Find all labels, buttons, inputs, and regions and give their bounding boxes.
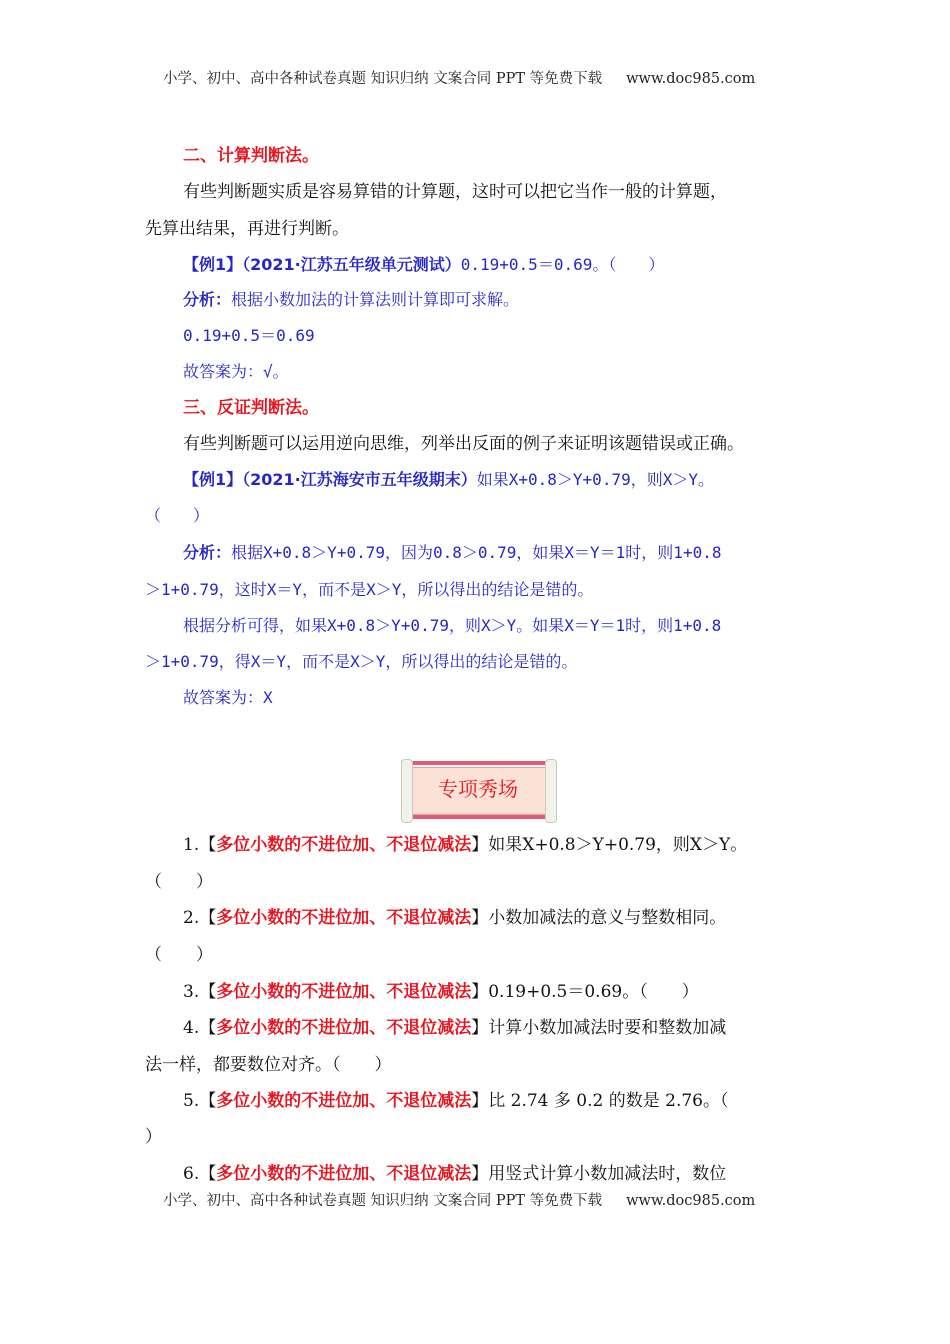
page-header — [163, 68, 755, 90]
header-text: 小学、初中、高中各种试卷真题 知识归纳 文案合同 PPT 等免费下载 — [163, 71, 603, 87]
exercise-item — [183, 907, 726, 929]
item-tag: 【多位小数的不进位加、不退位减法】 — [199, 1164, 489, 1184]
analysis-cont: ＞1+0.79，得X＝Y，而不是X＞Y，所以得出的结论是错的。 — [145, 652, 578, 671]
section-title: 三、反证判断法。 — [183, 398, 319, 418]
example-text: 如果X+0.8＞Y+0.79，则X＞Y。 — [476, 470, 714, 489]
item-tag: 【多位小数的不进位加、不退位减法】 — [199, 1091, 489, 1111]
exercise-item — [183, 1163, 726, 1185]
answer-paren: （ ） — [145, 506, 210, 525]
exercise-item — [183, 1090, 729, 1112]
item-tag: 【多位小数的不进位加、不退位减法】 — [199, 835, 489, 855]
example-text: 0.19+0.5＝0.69。（ ） — [460, 255, 665, 274]
paragraph: 先算出结果，再进行判断。 — [145, 219, 349, 239]
page-footer — [163, 1190, 755, 1212]
section-title: 二、计算判断法。 — [183, 146, 319, 166]
tag-text: 多位小数的不进位加、不退位减法 — [216, 835, 472, 855]
item-cont: 法一样，都要数位对齐。（ ） — [145, 1055, 392, 1075]
item-cont: ） — [145, 1127, 162, 1147]
paragraph: 有些判断题实质是容易算错的计算题，这时可以把它当作一般的计算题， — [183, 182, 727, 202]
item-number: 5. — [183, 1091, 200, 1111]
banner-title: 专项秀场 — [438, 777, 518, 801]
item-text: 0.19+0.5＝0.69。（ ） — [488, 982, 699, 1002]
footer-url: www.doc985.com — [626, 1193, 756, 1209]
example — [183, 254, 664, 276]
answer: 故答案为：√。 — [183, 362, 289, 381]
header-url: www.doc985.com — [626, 71, 756, 87]
analysis-text: 根据小数加法的计算法则计算即可求解。 — [231, 290, 520, 309]
analysis-text: 根据X+0.8＞Y+0.79，因为0.8＞0.79，如果X＝Y＝1时，则1+0.8 — [231, 543, 722, 562]
paragraph: 有些判断题可以运用逆向思维，列举出反面的例子来证明该题错误或正确。 — [183, 434, 744, 454]
item-number: 2. — [183, 908, 200, 928]
tag-text: 多位小数的不进位加、不退位减法 — [216, 982, 472, 1002]
item-text: 小数加减法的意义与整数相同。 — [488, 908, 727, 928]
item-text: 如果X+0.8＞Y+0.79，则X＞Y。 — [488, 835, 748, 855]
item-cont: （ ） — [145, 945, 213, 965]
item-cont: （ ） — [145, 872, 213, 892]
tag-text: 多位小数的不进位加、不退位减法 — [216, 1018, 472, 1038]
exercise-item — [183, 981, 699, 1003]
item-text: 比 2.74 多 0.2 的数是 2.76。（ — [488, 1091, 729, 1111]
analysis-cont: ＞1+0.79，这时X＝Y，而不是X＞Y，所以得出的结论是错的。 — [145, 580, 594, 599]
item-number: 4. — [183, 1018, 200, 1038]
example — [183, 469, 714, 491]
item-number: 1. — [183, 835, 200, 855]
exercise-item — [183, 1017, 726, 1039]
analysis-label: 分析： — [183, 290, 232, 309]
footer-text: 小学、初中、高中各种试卷真题 知识归纳 文案合同 PPT 等免费下载 — [163, 1193, 603, 1209]
exercise-item — [183, 834, 747, 856]
item-tag: 【多位小数的不进位加、不退位减法】 — [199, 982, 489, 1002]
tag-text: 多位小数的不进位加、不退位减法 — [216, 908, 472, 928]
tag-text: 多位小数的不进位加、不退位减法 — [216, 1091, 472, 1111]
item-tag: 【多位小数的不进位加、不退位减法】 — [199, 908, 489, 928]
item-number: 3. — [183, 982, 200, 1002]
calculation: 0.19+0.5＝0.69 — [183, 326, 315, 345]
item-number: 6. — [183, 1164, 200, 1184]
item-text: 用竖式计算小数加减法时，数位 — [488, 1164, 727, 1184]
analysis — [183, 542, 721, 564]
scroll-banner — [393, 757, 563, 823]
answer: 故答案为：X — [183, 688, 273, 707]
item-tag: 【多位小数的不进位加、不退位减法】 — [199, 1018, 489, 1038]
example-tag: 【例1】（2021·江苏海安市五年级期末） — [183, 470, 477, 489]
analysis — [183, 289, 519, 311]
analysis: 根据分析可得，如果X+0.8＞Y+0.79，则X＞Y。如果X＝Y＝1时，则1+0.8 — [183, 616, 722, 635]
analysis-label: 分析： — [183, 543, 232, 562]
example-tag: 【例1】（2021·江苏五年级单元测试） — [183, 255, 461, 274]
item-text: 计算小数加减法时要和整数加减 — [488, 1018, 727, 1038]
tag-text: 多位小数的不进位加、不退位减法 — [216, 1164, 472, 1184]
